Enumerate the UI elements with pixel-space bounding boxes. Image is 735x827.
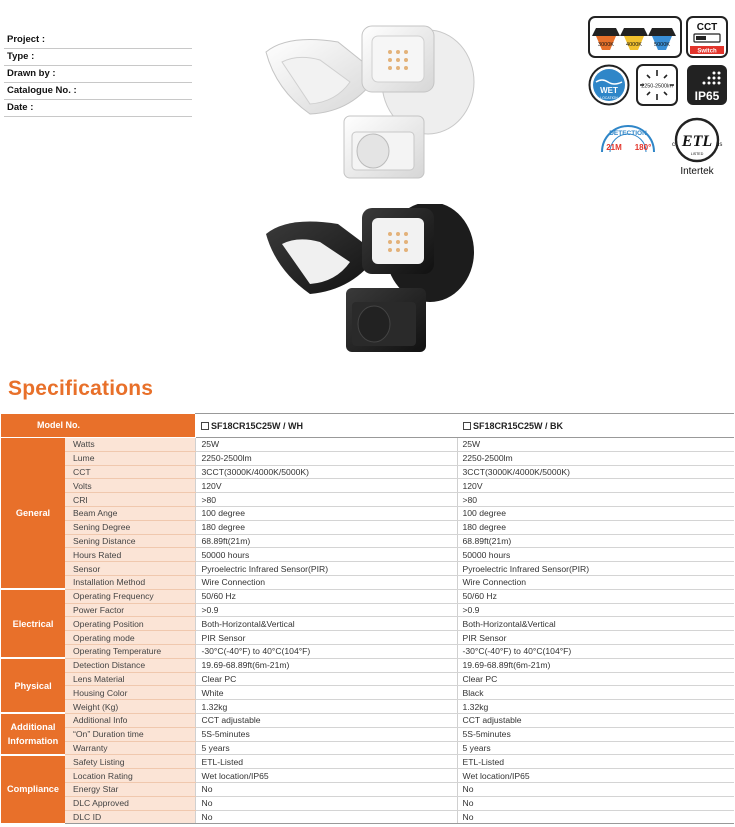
spec-value-wh: 120V [195, 479, 457, 493]
spec-row [1, 589, 734, 603]
spec-header-row [1, 414, 734, 438]
spec-row [1, 782, 734, 796]
spec-value-wh: No [195, 782, 457, 796]
spec-value-bk: 68.89ft(21m) [457, 534, 734, 548]
spec-value-bk: Both-Horizontal&Vertical [457, 617, 734, 631]
spec-value-bk: 2250-2500lm [457, 451, 734, 465]
spec-value-bk: Wire Connection [457, 575, 734, 589]
model-bk-checkbox[interactable] [463, 422, 471, 430]
spec-row [1, 479, 734, 493]
spec-value-bk: 120V [457, 479, 734, 493]
info-type: Type : [4, 49, 192, 66]
spec-label: Sensor [65, 562, 195, 576]
spec-value-bk: PIR Sensor [457, 631, 734, 645]
spec-label: Energy Star [65, 782, 195, 796]
spec-label: Operating Frequency [65, 589, 195, 603]
spec-row [1, 769, 734, 783]
spec-label: “On” Duration time [65, 727, 195, 741]
spec-value-wh: 50/60 Hz [195, 589, 457, 603]
spec-value-wh: No [195, 796, 457, 810]
lumen-label: 2250-2500lm [641, 83, 673, 90]
spec-group-label: Additional Information [1, 713, 65, 754]
spec-row [1, 741, 734, 755]
spec-value-wh: CCT adjustable [195, 713, 457, 727]
spec-group-label: Electrical [1, 589, 65, 658]
spec-value-bk: 100 degree [457, 506, 734, 520]
spec-row [1, 713, 734, 727]
spec-value-wh: Clear PC [195, 672, 457, 686]
detection-range: 21M [606, 143, 622, 152]
spec-label: Detection Distance [65, 658, 195, 672]
spec-group-label: General [1, 438, 65, 590]
detection-label: DETECTION [609, 130, 647, 137]
spec-row [1, 506, 734, 520]
cct-label: CCT [696, 22, 718, 33]
ip-rating-label: IP65 [694, 89, 720, 103]
spec-value-bk: No [457, 796, 734, 810]
spec-row [1, 438, 734, 452]
spec-row [1, 631, 734, 645]
spec-value-bk: Pyroelectric Infrared Sensor(PIR) [457, 562, 734, 576]
info-date: Date : [4, 100, 192, 117]
cct-switch-badge [686, 16, 728, 58]
spec-row [1, 548, 734, 562]
spec-value-wh: 19.69-68.89ft(6m-21m) [195, 658, 457, 672]
spec-value-wh: 100 degree [195, 506, 457, 520]
spec-value-wh: 3CCT(3000K/4000K/5000K) [195, 465, 457, 479]
white-floodlight-image [258, 20, 490, 188]
spec-value-bk: 180 degree [457, 520, 734, 534]
spec-value-bk: 3CCT(3000K/4000K/5000K) [457, 465, 734, 479]
spec-table [1, 413, 734, 825]
spec-value-bk: Clear PC [457, 672, 734, 686]
etl-listed-badge [666, 114, 728, 178]
spec-row [1, 617, 734, 631]
spec-label: Beam Ange [65, 506, 195, 520]
spec-row [1, 451, 734, 465]
intertek-label: Intertek [680, 166, 714, 177]
spec-value-bk: No [457, 810, 734, 824]
cct-switch-label: Switch [697, 48, 717, 55]
spec-row [1, 672, 734, 686]
spec-value-wh: 5 years [195, 741, 457, 755]
etl-us-label: us [716, 142, 723, 148]
spec-value-bk: Black [457, 686, 734, 700]
spec-value-wh: 1.32kg [195, 700, 457, 714]
wet-location-badge [588, 64, 630, 106]
spec-label: DLC Approved [65, 796, 195, 810]
spec-value-wh: PIR Sensor [195, 631, 457, 645]
spec-value-bk: >0.9 [457, 603, 734, 617]
detection-badge [596, 118, 660, 162]
spec-row [1, 562, 734, 576]
spec-label: CCT [65, 465, 195, 479]
spec-label: Operating Temperature [65, 644, 195, 658]
spec-group-label: Physical [1, 658, 65, 713]
spec-label: DLC ID [65, 810, 195, 824]
spec-label: Location Rating [65, 769, 195, 783]
spec-value-bk: 19.69-68.89ft(6m-21m) [457, 658, 734, 672]
spec-value-wh: No [195, 810, 457, 824]
cct-color-badge [588, 16, 682, 58]
model-wh [195, 414, 457, 438]
spec-value-bk: -30°C(-40°F) to 40°C(104°F) [457, 644, 734, 658]
spec-value-bk: 5 years [457, 741, 734, 755]
spec-label: Volts [65, 479, 195, 493]
spec-label: Watts [65, 438, 195, 452]
spec-value-wh: White [195, 686, 457, 700]
spec-value-wh: Wire Connection [195, 575, 457, 589]
lumen-badge [636, 64, 678, 106]
spec-body [1, 438, 734, 824]
wet-sub-label: LOCATION [600, 96, 618, 100]
spec-label: Weight (Kg) [65, 700, 195, 714]
spec-label: CRI [65, 493, 195, 507]
spec-value-bk: No [457, 782, 734, 796]
spec-value-wh: Pyroelectric Infrared Sensor(PIR) [195, 562, 457, 576]
spec-row [1, 810, 734, 824]
spec-value-wh: 180 degree [195, 520, 457, 534]
spec-label: Lens Material [65, 672, 195, 686]
spec-label: Sening Degree [65, 520, 195, 534]
spec-value-wh: >80 [195, 493, 457, 507]
spec-value-bk: CCT adjustable [457, 713, 734, 727]
model-no-label: Model No. [1, 414, 195, 438]
spec-row [1, 575, 734, 589]
spec-label: Sening Distance [65, 534, 195, 548]
etl-c-label: c [672, 142, 675, 148]
spec-value-wh: Both-Horizontal&Vertical [195, 617, 457, 631]
spec-value-bk: ETL-Listed [457, 755, 734, 769]
spec-label: Power Factor [65, 603, 195, 617]
model-wh-label: SF18CR15C25W / WH [211, 420, 304, 431]
info-catalogue-no: Catalogue No. : [4, 83, 192, 100]
spec-value-wh: 5S-5minutes [195, 727, 457, 741]
model-bk [457, 414, 734, 438]
specifications-heading: Specifications [8, 377, 154, 400]
spec-label: Housing Color [65, 686, 195, 700]
spec-value-wh: Wet location/IP65 [195, 769, 457, 783]
spec-row [1, 603, 734, 617]
spec-row [1, 755, 734, 769]
spec-label: Installation Method [65, 575, 195, 589]
spec-row [1, 658, 734, 672]
black-floodlight-image [258, 204, 490, 364]
spec-row [1, 493, 734, 507]
spec-row [1, 534, 734, 548]
spec-value-bk: >80 [457, 493, 734, 507]
spec-row [1, 727, 734, 741]
cct-temp-4000: 4000K [626, 42, 642, 48]
spec-row [1, 465, 734, 479]
model-bk-label: SF18CR15C25W / BK [473, 420, 564, 431]
cct-temp-5000: 5000K [654, 42, 670, 48]
spec-value-bk: 50000 hours [457, 548, 734, 562]
spec-value-wh: 2250-2500lm [195, 451, 457, 465]
spec-label: Safety Listing [65, 755, 195, 769]
spec-value-bk: Wet location/IP65 [457, 769, 734, 783]
spec-label: Lume [65, 451, 195, 465]
wet-label: WET [600, 86, 618, 95]
spec-value-wh: 25W [195, 438, 457, 452]
spec-label: Operating mode [65, 631, 195, 645]
cct-temp-3000: 3000K [598, 42, 614, 48]
project-info [4, 32, 192, 117]
info-project: Project : [4, 32, 192, 49]
spec-value-wh: 50000 hours [195, 548, 457, 562]
spec-value-bk: 1.32kg [457, 700, 734, 714]
spec-value-wh: ETL-Listed [195, 755, 457, 769]
spec-label: Additional Info [65, 713, 195, 727]
spec-row [1, 686, 734, 700]
spec-value-bk: 5S-5minutes [457, 727, 734, 741]
spec-row [1, 796, 734, 810]
spec-row [1, 644, 734, 658]
detection-angle: 180° [634, 143, 652, 152]
spec-value-wh: >0.9 [195, 603, 457, 617]
spec-row [1, 520, 734, 534]
spec-label: Warranty [65, 741, 195, 755]
info-drawn-by: Drawn by : [4, 66, 192, 83]
spec-value-wh: 68.89ft(21m) [195, 534, 457, 548]
ip65-badge [686, 64, 728, 106]
spec-value-bk: 50/60 Hz [457, 589, 734, 603]
spec-value-wh: -30°C(-40°F) to 40°C(104°F) [195, 644, 457, 658]
spec-label: Hours Rated [65, 548, 195, 562]
etl-mark: ETL [681, 133, 713, 150]
etl-listed-label: LISTED [690, 152, 704, 156]
spec-group-label: Compliance [1, 755, 65, 824]
model-wh-checkbox[interactable] [201, 422, 209, 430]
spec-value-bk: 25W [457, 438, 734, 452]
spec-row [1, 700, 734, 714]
spec-label: Operating Position [65, 617, 195, 631]
